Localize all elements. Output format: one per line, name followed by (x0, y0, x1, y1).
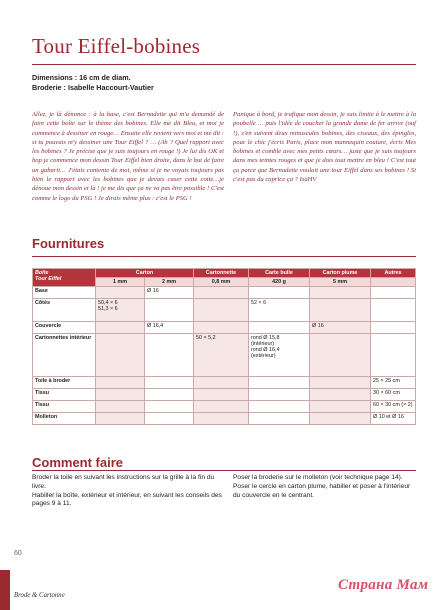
row-label: Couvercle (33, 322, 96, 334)
row-label: Toile à broder (33, 377, 96, 389)
table-cell (194, 413, 249, 425)
row-label: Molleton (33, 413, 96, 425)
table-cell (96, 401, 145, 413)
table-cell (194, 389, 249, 401)
table-cell (96, 389, 145, 401)
intro-right-column: Panique à bord, je trafique mon dessin, je suis limite à le mettre à la poubelle … puis l'idée de coucher la grande dame de fer arrive (ouf !), s'en suivent deux minuscules bobines, des ciseaux, des épingles, pour le chic j'écris Paris, place mon mannequin couture, écris Mes bobines et comble avec mes petits cœurs… juste que je suis toujours dans mes teintes rouges et que je dois tout mettre en bleu ! C'est tout ça parce que Bernadette voulait une tour Eiffel dans ses bobines ! Si c'est pas du caprice ça ? IsaHV (233, 111, 416, 184)
page-number: 60 (14, 550, 22, 557)
table-cell: 30 × 60 cm (371, 389, 416, 401)
table-cell (310, 389, 371, 401)
table-cell (310, 299, 371, 322)
table-cell (249, 413, 310, 425)
table-cell (310, 287, 371, 299)
howto-left-column: Broder la toile en suivant les instructions sur la grille à la fin du livre. Habiller la boîte, extérieur et intérieur, en suivant les conseils des pages 9 à 11. (32, 474, 222, 508)
table-cell: 50,4 × 6 51,3 × 6 (96, 299, 145, 322)
table-corner (33, 269, 96, 287)
table-cell (194, 299, 249, 322)
dimensions-text: Dimensions : 16 cm de diam. (32, 73, 131, 82)
col-autres: Autres (371, 269, 416, 278)
col-carte-bulle: Carte bulle (249, 269, 310, 278)
table-cell (371, 287, 416, 299)
table-cell (249, 287, 310, 299)
table-cell (194, 401, 249, 413)
table-cell (96, 322, 145, 334)
sub-1mm: 1 mm (96, 278, 145, 287)
table-cell (145, 389, 194, 401)
table-cell (145, 401, 194, 413)
table-cell: 50 × 5,2 (194, 334, 249, 377)
table-cell: rond Ø 15,8 (intérieur) rond Ø 16,4 (extérieur) (249, 334, 310, 377)
table-row (33, 401, 416, 413)
howto-right-column: Poser la broderie sur le molleton (voir technique page 14). Poser le cercle en carton plume, habiller et poser à l'intérieur du couvercle en le centrant. (233, 474, 411, 499)
table-body (33, 287, 416, 425)
row-label: Côtés (33, 299, 96, 322)
table-cell (145, 334, 194, 377)
table-cell (249, 322, 310, 334)
howto-heading: Comment faire (32, 455, 124, 470)
table-cell (371, 334, 416, 377)
col-cartonnette: Cartonnette (194, 269, 249, 278)
table-cell (96, 413, 145, 425)
table-header-row (33, 269, 416, 278)
row-label: Tissu (33, 389, 96, 401)
row-label: Cartonnettes intérieur (33, 334, 96, 377)
table-row (33, 334, 416, 377)
table-cell (310, 401, 371, 413)
table-cell (371, 322, 416, 334)
sub-420g: 420 g (249, 278, 310, 287)
corner-line1: Boîte (35, 270, 49, 276)
table-cell (249, 377, 310, 389)
sub-empty (371, 278, 416, 287)
sub-2mm: 2 mm (145, 278, 194, 287)
table-row (33, 299, 416, 322)
table-cell (310, 334, 371, 377)
row-label: Tissu (33, 401, 96, 413)
table-cell: Ø 10 et Ø 16 (371, 413, 416, 425)
footer-book-title: Brode & Cartonne (14, 592, 65, 599)
table-cell: Ø 16 (310, 322, 371, 334)
table-cell: 60 × 30 cm (× 2) (371, 401, 416, 413)
table-cell (96, 287, 145, 299)
sub-5mm: 5 mm (310, 278, 371, 287)
sub-08mm: 0,8 mm (194, 278, 249, 287)
howto-divider (32, 470, 416, 471)
watermark: Страна Мам (338, 577, 429, 593)
table-cell (249, 401, 310, 413)
embroidery-credit: Broderie : Isabelle Haccourt-Vautier (32, 83, 154, 92)
project-info (32, 73, 154, 93)
table-cell: 25 × 25 cm (371, 377, 416, 389)
supplies-divider (32, 256, 416, 257)
page-title: Tour Eiffel-bobines (32, 34, 201, 58)
table-cell (310, 377, 371, 389)
table-row (33, 287, 416, 299)
table-cell (310, 413, 371, 425)
table-cell: Ø 16,4 (145, 322, 194, 334)
table-cell (249, 389, 310, 401)
table-cell (194, 322, 249, 334)
table-cell (145, 413, 194, 425)
table-cell (194, 377, 249, 389)
table-cell: Ø 16 (145, 287, 194, 299)
footer-accent-bar (0, 570, 10, 610)
table-cell: 52 × 6 (249, 299, 310, 322)
table-row (33, 322, 416, 334)
table-cell (96, 334, 145, 377)
supplies-heading: Fournitures (32, 236, 105, 251)
table-row (33, 377, 416, 389)
table-cell (145, 377, 194, 389)
table-cell (194, 287, 249, 299)
table-cell (96, 377, 145, 389)
table-row (33, 413, 416, 425)
title-divider (32, 64, 416, 65)
row-label: Base (33, 287, 96, 299)
col-carton: Carton (96, 269, 194, 278)
col-carton-plume: Carton plume (310, 269, 371, 278)
table-cell (371, 299, 416, 322)
supplies-table (32, 268, 416, 425)
intro-left-column: Allez, je là dénonce : à la base, c'est Bernadette qui m'a demandé de faire cette boîte sur le thème des bobines. Elle me dit Bleu, et moi je commence à dessiner en rouge… Ensuite elle revient vers moi et me dit : si tu pouvais m'y dessiner une Tour Eiffel ? … (Ah ? Quel rapport avec les bobines ? Je précise que je suis toujours en rouge !) Je lui dis OK et hop je commence mon dessin Tour Eiffel bien droite, dans le but de faire un gabarit… J'étais contente de moi, même si je ne voyais toujours pas bien le rapport avec les bobines que je devais caser cette cotte…je dénoue mon dessin et là ! je me dis que ça ne va pas être possible ! C'est comme le logo du PSG ! Je dirais même plus : c'est le PSG ! (32, 111, 224, 202)
corner-line2: Tour Eiffel (35, 276, 62, 282)
table-cell (145, 299, 194, 322)
table-row (33, 389, 416, 401)
